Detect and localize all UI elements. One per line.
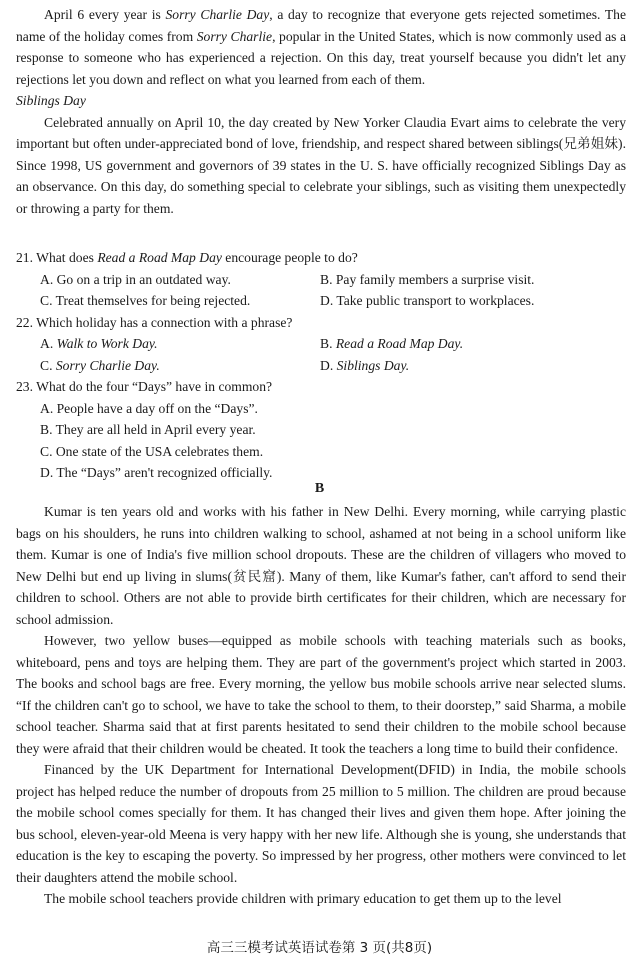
- siblings-day-title: Siblings Day: [16, 93, 86, 108]
- q22-option-a: A. Walk to Work Day.: [40, 336, 158, 351]
- passage-b-section: [16, 501, 626, 910]
- question-21-stem: 21. What does Read a Road Map Day encourage people to do?: [16, 250, 358, 265]
- q23-option-b: B. They are all held in April every year.: [40, 422, 256, 437]
- q21-option-a: A. Go on a trip in an outdated way.: [40, 271, 231, 287]
- questions-section: [16, 247, 626, 484]
- passage-b-paragraph-4: The mobile school teachers provide children with primary education to get them up to the level: [44, 891, 562, 906]
- sorry-charlie-paragraph: April 6 every year is Sorry Charlie Day, a day to recognize that everyone gets rejected sometimes. The name of the holiday comes from Sorry Charlie, popular in the United States, which is now commonly used as a response to someone who has experienced a rejection. On this day, treat yourself because you didn't let any rejections let you down and reflect on what you learned from each of them.: [16, 7, 627, 87]
- q21-option-b: B. Pay family members a surprise visit.: [320, 271, 535, 287]
- q22-option-b: B. Read a Road Map Day.: [320, 336, 464, 351]
- question-23-stem: 23. What do the four “Days” have in common?: [16, 379, 273, 394]
- question-21-options: [40, 269, 626, 312]
- passage-b-paragraph-1: Kumar is ten years old and works with his father in New Delhi. Every morning, while carrying plastic bags on his shoulders, he runs into children walking to school, ashamed at not being in a school uniform like them. Kumar is one of India's five million school dropouts. These are the children of villagers who moved to New Delhi but end up living in slums(贫民窟). Many of them, like Kumar's father, can't afford to send their children to school. Others are not able to provide birth certificates for their children, which are necessary for school admission.: [16, 504, 626, 627]
- q23-option-d: D. The “Days” aren't recognized officially.: [40, 465, 273, 480]
- q22-option-c: C. Sorry Charlie Day.: [40, 357, 160, 373]
- q22-option-d: D. Siblings Day.: [320, 357, 410, 373]
- q21-option-d: D. Take public transport to workplaces.: [320, 293, 535, 308]
- q21-option-c: C. Treat themselves for being rejected.: [40, 293, 251, 308]
- passage-a-section: [16, 4, 626, 219]
- question-22-stem: 22. Which holiday has a connection with a phrase?: [16, 314, 293, 330]
- passage-b-heading: B: [314, 481, 325, 496]
- q23-option-c: C. One state of the USA celebrates them.: [40, 443, 264, 459]
- q23-option-a: A. People have a day off on the “Days”.: [40, 400, 258, 416]
- page-footer: 高三三模考试英语试卷第 3 页(共8页): [206, 940, 433, 956]
- question-22-options: [40, 333, 626, 376]
- siblings-day-paragraph: Celebrated annually on April 10, the day created by New Yorker Claudia Evart aims to celebrate the very important but often under-appreciated bond of love, friendship, and respect shared between siblings(兄弟姐妹). Since 1998, US government and governors of 39 states in the U. S. have officially recognized Siblings Day as an observance. On this day, do something special to celebrate your siblings, such as visiting them unexpectedly or throwing a party for them.: [16, 114, 626, 216]
- passage-b-paragraph-2: However, two yellow buses—equipped as mobile schools with teaching materials such as books, whiteboard, pens and toys are helping them. They are part of the government's project which started in 2003. The books and school bags are free. Every morning, the yellow bus mobile schools arrive near selected slums. “If the children can't go to school, we have to take the school to them, to their doorstep,” said Sharma, a mobile school teacher. Sharma said that at first parents hesitated to send their children to the mobile school because they were afraid that their children would be cheated. It took the teachers a long time to build their confidence.: [16, 633, 626, 756]
- passage-b-paragraph-3: Financed by the UK Department for International Development(DFID) in India, the mobile schools project has helped reduce the number of dropouts from 25 million to 5 million. The children are proud because the mobile school comes specially for them. It has changed their lives and given them hope. After joining the bus school, eleven-year-old Meena is very happy with her new life. Although she is young, she understands that education is the key to escaping the poverty. So impressed by her progress, other mothers were convinced to let their daughters attend the mobile school.: [16, 762, 626, 885]
